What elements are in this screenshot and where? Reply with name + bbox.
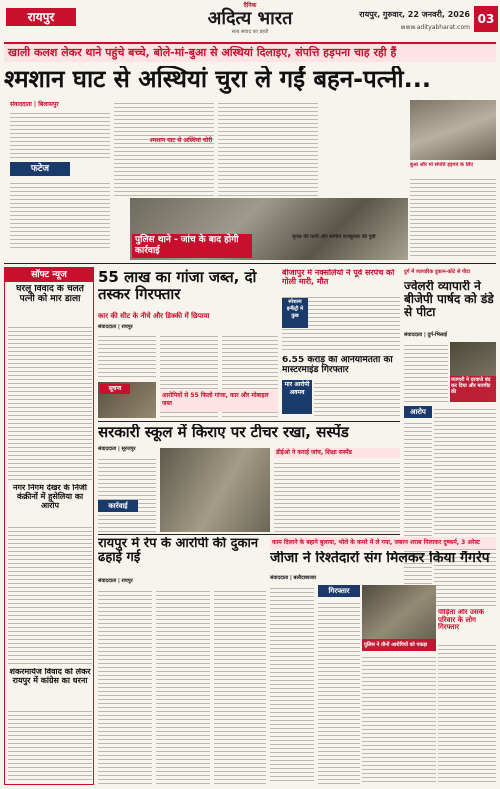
- side-photo: [410, 100, 496, 160]
- jeweller-body-3: [404, 420, 432, 606]
- brand-prefix: दैनिक: [243, 2, 257, 9]
- story2-body: [8, 524, 92, 664]
- date-line: रायपुर, गुरुवार, 22 जनवरी, 2026: [359, 10, 470, 19]
- jeweller-body-2: [434, 406, 496, 606]
- lead-headline: श्मशान घाट से अस्थियां चुरा ले गईं बहन-पत्नी...: [4, 66, 431, 93]
- brand-tagline: सत्य संवाद का प्रहरी: [231, 29, 269, 35]
- website: www.adityabharat.com: [400, 24, 470, 31]
- jeweller-photo-caption: व्यापारी ने दरवाजे बंद कर दिया और मारपीट की: [450, 376, 496, 402]
- irregularity-headline: 6.55 करोड़ की अनियमितता का मास्टरमाइंड गिरफ्तार: [282, 356, 393, 375]
- jeweller-byline: संवाददाता | दुर्ग-भिलाई: [404, 332, 448, 338]
- irregularity-body: [314, 380, 400, 418]
- story3-body: [8, 708, 92, 782]
- lead-photo-side-caption: मृतक की पत्नी और स्वर्गीय राजकुमार की पुत्री: [292, 234, 376, 240]
- gangrape-body-1: [270, 585, 314, 784]
- ganja-dateline: संवाददाता | रायपुर: [98, 324, 133, 330]
- soft-news-box: [4, 267, 94, 785]
- lead-body-col-1: [10, 110, 110, 158]
- school-body-2: [274, 460, 400, 532]
- ganja-photo: [98, 382, 156, 418]
- lead-kicker-text: खाली कलश लेकर थाने पहुंचे बच्चे, बोले-मां-बुआ से अस्थियां दिलाइए, संपत्ति हड़पना चाह रही हैं: [8, 46, 397, 59]
- school-tag: कार्रवाई: [98, 500, 138, 512]
- jeweller-photo: [450, 342, 496, 402]
- school-headline: सरकारी स्कूल में किराए पर टीचर रखा, सस्पेंड: [98, 424, 349, 441]
- inset-label-text: फटेज: [30, 164, 50, 174]
- sarpanch-kicker: बीजापुर में नक्सलियों ने पूर्व सरपंच को गोली मारी, मौत: [282, 269, 395, 286]
- page-number: 03: [474, 6, 498, 32]
- masthead: [0, 0, 500, 40]
- section-label: रायपुर: [27, 10, 55, 24]
- irregularity-side-label: मार आरोपी अवमव: [282, 380, 312, 414]
- lead-body-col-2: [114, 100, 214, 196]
- lead-photo-caption-box: [132, 234, 252, 258]
- demolition-dateline: संवाददाता | रायपुर: [98, 578, 133, 584]
- school-dateline: संवाददाता | सूरजपुर: [98, 446, 136, 452]
- section-tag: [6, 8, 76, 26]
- gangrape-photo: [362, 585, 436, 651]
- gangrape-body-4: [438, 642, 496, 784]
- lead-body-col-3: [218, 100, 318, 196]
- lead-photo-caption: पुलिस थाने - जांच के बाद होगी कार्रवाई: [135, 235, 239, 256]
- brand-name: अदित्य भारत: [207, 8, 293, 29]
- lead-kicker: [4, 42, 496, 62]
- soft-news-title: सॉफ्ट न्यूज: [5, 268, 93, 282]
- sand-kicker: डीईओ ने कराई जांच, शिक्षा सस्पेंड: [274, 448, 400, 458]
- gangrape-headline: जीजा ने रिश्तेदारों संग मिलकर किया गैंगरेप: [270, 551, 490, 566]
- demolition-headline: रायपुर में रेप के आरोपी की दुकान ढहाई गई: [98, 537, 259, 566]
- brand-logo: [190, 2, 310, 36]
- gangrape-body-3: [362, 654, 436, 784]
- story3-headline: शंकरमार्यज विवाद को लेकर रायपुर में कांग्रेस का धरना: [9, 668, 91, 685]
- sarpanch-side-label: स्पेशल्य इन्फैंट्री मे कुछ: [282, 298, 308, 328]
- ganja-pull-quote: आरोपियों से 55 किलो गांजा, कार और मोबाइल जब्त: [160, 390, 278, 412]
- side-photo-caption: बुआ और मां संपत्ति हड़पने के लिए: [410, 162, 474, 168]
- story1-headline: घरेलू विवाद के चलते पत्नी को मार डाला: [16, 285, 84, 304]
- gangrape-tag: गिरफ्तार: [318, 585, 360, 597]
- jeweller-body-1: [404, 342, 448, 404]
- lead-byline: संवाददाता | बिलासपुर: [10, 101, 59, 108]
- ganja-headline: 55 लाख का गांजा जब्त, दो तस्कर गिरफ्तार: [98, 269, 257, 303]
- gangrape-side-headline: पीड़िता और उसके परिवार के लोग गिरफ्तार: [438, 609, 484, 632]
- gangrape-kicker: काम दिलाने के बहाने बुलाया, भोले के कमरे में ले गया, जबरन शराब पिलाकर दुष्कर्म, 3 अरेस्ट: [270, 537, 496, 549]
- jeweller-kicker: दुर्ग में व्यापारिक दुकान-कोटे से पीटा: [404, 269, 471, 275]
- divider-2: [98, 421, 400, 422]
- lead-body-col-1b: [10, 180, 110, 250]
- demolition-body-3: [214, 588, 266, 784]
- jeweller-tag: आरोप: [404, 406, 432, 418]
- demolition-body-1: [98, 588, 152, 784]
- gangrape-photo-caption: पुलिस ने तीनों आरोपियों को पकड़ा: [362, 639, 436, 651]
- gangrape-dateline: संवाददाता | बलौदाबाजार: [270, 575, 317, 581]
- story1-body: [8, 324, 92, 480]
- lead-subhead: श्मशान घाट से अस्थियां चोरी: [150, 137, 213, 144]
- divider-3: [98, 534, 400, 535]
- ganja-body-1: [98, 333, 156, 379]
- school-body-1: [98, 456, 156, 532]
- ganja-subhead: कार की सीट के नीचे और डिक्की में छिपाया: [98, 312, 210, 320]
- gangrape-body-2: [318, 600, 360, 784]
- lead-inset-label: [10, 162, 70, 176]
- side-body: [410, 176, 496, 256]
- jeweller-headline: ज्वेलरी व्यापारी ने बीजेपी पार्षद को डंडे से पीटा: [404, 280, 494, 320]
- school-photo: [160, 448, 270, 532]
- ganja-photo-label: सूचना: [100, 384, 130, 394]
- divider: [4, 263, 496, 264]
- story2-headline: नगर निगम देखर के निजी कंक्रीनों में हुसेलिया का आरोप: [13, 484, 87, 510]
- demolition-body-2: [156, 588, 210, 784]
